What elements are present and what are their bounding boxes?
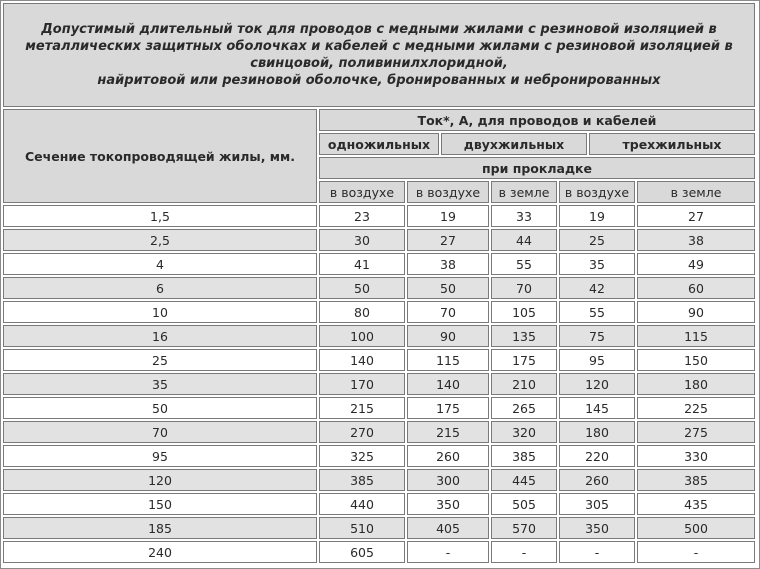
current-cell: 180 (559, 421, 635, 443)
current-cell: 100 (319, 325, 405, 347)
current-cell: - (407, 541, 489, 563)
current-cell: 215 (319, 397, 405, 419)
current-cell: 27 (407, 229, 489, 251)
subheader-air-1 (319, 181, 405, 203)
current-cell: 27 (637, 205, 755, 227)
table-row (3, 277, 755, 299)
current-cell: 350 (559, 517, 635, 539)
section-cell: 6 (3, 277, 317, 299)
table-row (3, 397, 755, 419)
section-cell: 4 (3, 253, 317, 275)
current-cell: 23 (319, 205, 405, 227)
current-cell: 605 (319, 541, 405, 563)
table-row (3, 469, 755, 491)
group-header-two-core-text: двухжильных (463, 136, 565, 152)
section-column-header (3, 109, 317, 203)
section-cell: 185 (3, 517, 317, 539)
subheader-ground-1 (491, 181, 557, 203)
current-cell: 140 (319, 349, 405, 371)
current-cell: 41 (319, 253, 405, 275)
subheader-ground-2-text: в земле (670, 184, 722, 200)
laying-header-text: при прокладке (482, 160, 592, 176)
subheader-air-3-text: в воздухе (564, 184, 630, 200)
current-cell: 50 (407, 277, 489, 299)
section-cell: 95 (3, 445, 317, 467)
current-cell: 30 (319, 229, 405, 251)
current-cell: 325 (319, 445, 405, 467)
table-row (3, 373, 755, 395)
current-cell: 55 (559, 301, 635, 323)
current-cell: 49 (637, 253, 755, 275)
current-cell: 150 (637, 349, 755, 371)
current-cell: 115 (407, 349, 489, 371)
current-cell: 180 (637, 373, 755, 395)
current-cell: 44 (491, 229, 557, 251)
subheader-ground-2 (637, 181, 755, 203)
table-row (3, 349, 755, 371)
current-cell: 260 (407, 445, 489, 467)
current-cell: 320 (491, 421, 557, 443)
table-row (3, 301, 755, 323)
current-cell: 260 (559, 469, 635, 491)
section-cell: 70 (3, 421, 317, 443)
current-cell: 440 (319, 493, 405, 515)
current-cell: - (559, 541, 635, 563)
section-cell: 35 (3, 373, 317, 395)
current-cell: 75 (559, 325, 635, 347)
subheader-air-3 (559, 181, 635, 203)
group-header-single-core-text: одножильных (327, 136, 431, 152)
table-row (3, 229, 755, 251)
current-cell: 500 (637, 517, 755, 539)
current-cell: 275 (637, 421, 755, 443)
current-cell: 70 (407, 301, 489, 323)
current-cell: 445 (491, 469, 557, 491)
group-header-single-core (319, 133, 439, 155)
current-cell: 175 (407, 397, 489, 419)
current-cell: 215 (407, 421, 489, 443)
current-cell: - (637, 541, 755, 563)
current-cell: 90 (637, 301, 755, 323)
current-cell: 510 (319, 517, 405, 539)
table-row (3, 325, 755, 347)
current-cell: 38 (637, 229, 755, 251)
current-cell: 80 (319, 301, 405, 323)
section-cell: 120 (3, 469, 317, 491)
current-cell: 90 (407, 325, 489, 347)
current-cell: 350 (407, 493, 489, 515)
current-cell: 70 (491, 277, 557, 299)
table-row (3, 445, 755, 467)
current-cell: 19 (407, 205, 489, 227)
subheader-air-2 (407, 181, 489, 203)
subheader-air-2-text: в воздухе (415, 184, 481, 200)
section-cell: 2,5 (3, 229, 317, 251)
current-cell: 330 (637, 445, 755, 467)
section-cell: 150 (3, 493, 317, 515)
current-cell: 50 (319, 277, 405, 299)
current-cell: 225 (637, 397, 755, 419)
table-row (3, 541, 755, 563)
current-cell: 140 (407, 373, 489, 395)
current-cell: 385 (491, 445, 557, 467)
current-cell: 220 (559, 445, 635, 467)
current-cell: 19 (559, 205, 635, 227)
current-cell: 135 (491, 325, 557, 347)
current-cell: 60 (637, 277, 755, 299)
current-cell: 300 (407, 469, 489, 491)
section-cell: 1,5 (3, 205, 317, 227)
current-cell: 42 (559, 277, 635, 299)
group-header-three-core (589, 133, 755, 155)
current-cell: 385 (319, 469, 405, 491)
section-cell: 10 (3, 301, 317, 323)
current-cell: 175 (491, 349, 557, 371)
current-cell: 265 (491, 397, 557, 419)
group-header-two-core (441, 133, 587, 155)
current-group-header (319, 109, 755, 131)
current-cell: 385 (637, 469, 755, 491)
current-cell: 33 (491, 205, 557, 227)
current-cell: 115 (637, 325, 755, 347)
table-row (3, 253, 755, 275)
laying-header (319, 157, 755, 179)
current-cell: 570 (491, 517, 557, 539)
section-cell: 25 (3, 349, 317, 371)
current-cell: 145 (559, 397, 635, 419)
current-cell: 305 (559, 493, 635, 515)
subheader-ground-1-text: в земле (498, 184, 550, 200)
current-cell: - (491, 541, 557, 563)
current-cell: 405 (407, 517, 489, 539)
current-cell: 435 (637, 493, 755, 515)
current-cell: 25 (559, 229, 635, 251)
current-cell: 120 (559, 373, 635, 395)
current-group-header-text: Ток*, А, для проводов и кабелей (417, 112, 657, 128)
section-cell: 16 (3, 325, 317, 347)
current-cell: 170 (319, 373, 405, 395)
section-column-header-text: Сечение токопроводящей жилы, мм. (25, 148, 295, 164)
current-cell: 210 (491, 373, 557, 395)
current-cell: 105 (491, 301, 557, 323)
group-header-three-core-text: трехжильных (622, 136, 722, 152)
table-row (3, 493, 755, 515)
table-title-text: Допустимый длительный ток для проводов с медными жилами с резиновой изоляцией в металлических защитных оболочках и кабелей с медными жилами с резиновой изоляцией в свинцовой, поливинилхлоридной, найритовой или резиновой оболочке, бронированных и небронированных (25, 22, 733, 88)
current-cell: 95 (559, 349, 635, 371)
table-title (3, 3, 755, 107)
current-cell: 35 (559, 253, 635, 275)
current-cell: 505 (491, 493, 557, 515)
table-row (3, 517, 755, 539)
table-row (3, 421, 755, 443)
section-cell: 240 (3, 541, 317, 563)
current-cell: 38 (407, 253, 489, 275)
section-cell: 50 (3, 397, 317, 419)
current-cell: 55 (491, 253, 557, 275)
subheader-air-1-text: в воздухе (329, 184, 395, 200)
table-row (3, 205, 755, 227)
current-cell: 270 (319, 421, 405, 443)
